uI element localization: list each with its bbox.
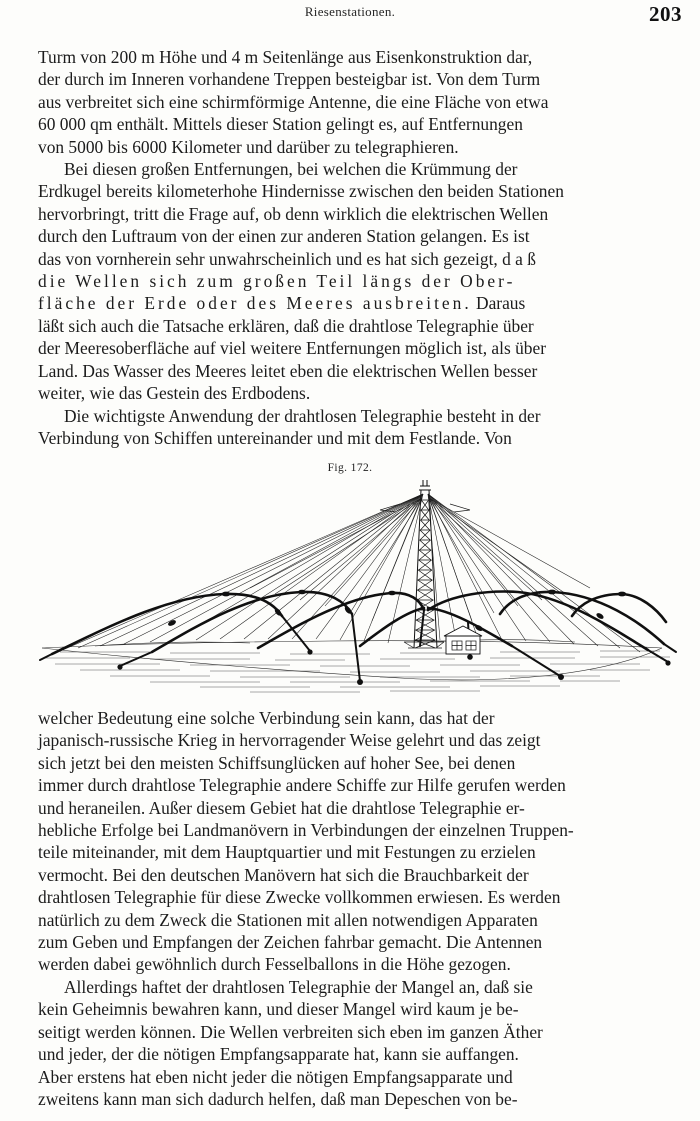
text-line-indented — [38, 158, 666, 180]
emphasized-text: die Wellen sich zum großen Teil längs der Ober- — [38, 271, 516, 292]
text-line: zweitens kann man sich dadurch helfen, daß man Depeschen von be- — [38, 1088, 518, 1109]
text-line: weiter, wie das Gestein des Erdbodens. — [38, 383, 311, 404]
text-line: kein Geheimnis bewahren kann, und dieser Mangel wird kaum je be- — [38, 999, 519, 1020]
body-text-lower — [38, 707, 666, 1110]
text-line: Turm von 200 m Höhe und 4 m Seitenlänge aus Eisenkonstruktion dar, — [38, 47, 533, 67]
figure-illustration-umbrella-antenna — [0, 476, 700, 702]
text-line: natürlich zu dem Zweck die Stationen mit allen notwendigen Apparaten — [38, 909, 538, 930]
text-line: und heraneilen. Außer diesem Gebiet hat die drahtlose Telegraphie er- — [38, 797, 525, 818]
emphasized-text: fläche der Erde oder des Meeres ausbreiten. — [38, 293, 472, 314]
text-line-indented — [38, 405, 666, 427]
running-head-title: Riesenstationen. — [304, 4, 396, 19]
text-line: hervorbringt, tritt die Frage auf, ob denn wirklich die elektrischen Wellen — [38, 203, 549, 224]
text-line: japanisch-russische Krieg in hervorragender Weise gelehrt und das zeigt — [38, 730, 541, 751]
antenna-radial-wires — [58, 494, 640, 652]
text-line-emphasized — [38, 292, 666, 314]
text-line: Verbindung von Schiffen untereinander und mit dem Festlande. Von — [38, 427, 512, 448]
paragraph-4 — [38, 707, 666, 976]
text-line: aus verbreitet sich eine schirmförmige Antenne, die eine Fläche von etwa — [38, 91, 549, 112]
text-line: läßt sich auch die Tatsache erklären, daß die drahtlose Telegraphie über — [38, 315, 534, 336]
text-line: immer durch drahtlose Telegraphie andere Schiffe zur Hilfe gerufen werden — [38, 775, 566, 796]
text-line: Erdkugel bereits kilometerhohe Hindernisse zwischen den beiden Stationen — [38, 181, 564, 202]
text-line-emphasized — [38, 270, 666, 292]
mast-base-structure — [404, 642, 444, 648]
text-line: Die wichtigste Anwendung der drahtlosen Telegraphie besteht in der — [64, 405, 541, 426]
text-line: zum Geben und Empfangen der Zeichen fahrbar gemacht. Die Antennen — [38, 932, 543, 953]
text-line: werden dabei gewöhnlich durch Fesselballons in die Höhe gezogen. — [38, 954, 511, 975]
figure-172 — [0, 462, 700, 702]
text-line: der durch im Inneren vorhandene Treppen besteigbar ist. Von dem Turm — [38, 69, 541, 90]
text-line: durch den Luftraum von der einen zur anderen Station gelangen. Es ist — [38, 226, 530, 247]
text-line: vermocht. Bei den deutschen Manövern hat sich die Brauchbarkeit der — [38, 864, 529, 885]
paragraph-1 — [38, 46, 666, 158]
text-line: seitigt werden können. Die Wellen verbreiten sich eben im ganzen Äther — [38, 1021, 543, 1042]
text-line: Land. Das Wasser des Meeres leitet eben die elektrischen Wellen besser — [38, 360, 538, 381]
paragraph-5 — [38, 976, 666, 1110]
insulator-beads — [167, 590, 626, 633]
text-line: welcher Bedeutung eine solche Verbindung sein kann, das hat der — [38, 708, 495, 728]
text-line: das von vornherein sehr unwahrscheinlich und es hat sich gezeigt, d a ß — [38, 248, 536, 269]
text-line: hebliche Erfolge bei Landmanövern in Verbindungen der einzelnen Truppen- — [38, 820, 574, 841]
text-line: teile miteinander, mit dem Hauptquartier und mit Festungen zu erzielen — [38, 842, 536, 863]
text-line: von 5000 bis 6000 Kilometer und darüber zu telegraphieren. — [38, 136, 459, 157]
text-line: Bei diesen großen Entfernungen, bei welchen die Krümmung der — [64, 159, 518, 180]
paragraph-3 — [38, 405, 666, 450]
text-line: der Meeresoberfläche auf viel weitere Entfernungen möglich ist, als über — [38, 338, 546, 359]
page-number: 203 — [649, 2, 682, 26]
emphasis-tail: Daraus — [471, 293, 526, 314]
text-line: Allerdings haftet der drahtlosen Telegraphie der Mangel an, daß sie — [64, 976, 533, 997]
umbrella-antenna-ribs — [52, 592, 666, 654]
anchor-points — [117, 649, 670, 685]
running-head — [0, 4, 700, 26]
station-building-hut — [444, 626, 482, 654]
figure-caption: Fig. 172. — [327, 462, 373, 474]
text-line: Aber erstens hat eben nicht jeder die nötigen Empfangsapparate und — [38, 1066, 513, 1087]
text-line: 60 000 qm enthält. Mittels dieser Station gelingt es, auf Entfernungen — [38, 114, 523, 135]
text-line: und jeder, der die nötigen Empfangsapparate hat, kann sie auffangen. — [38, 1044, 519, 1065]
text-line: drahtlosen Telegraphie für diese Zwecke vollkommen erwiesen. Es werden — [38, 887, 561, 908]
text-line-indented — [38, 976, 666, 998]
antenna-down-leads — [40, 610, 676, 681]
body-text-upper — [38, 46, 666, 449]
text-line: sich jetzt bei den meisten Schiffsunglücken auf hoher See, bei denen — [38, 752, 516, 773]
paragraph-2 — [38, 158, 666, 404]
